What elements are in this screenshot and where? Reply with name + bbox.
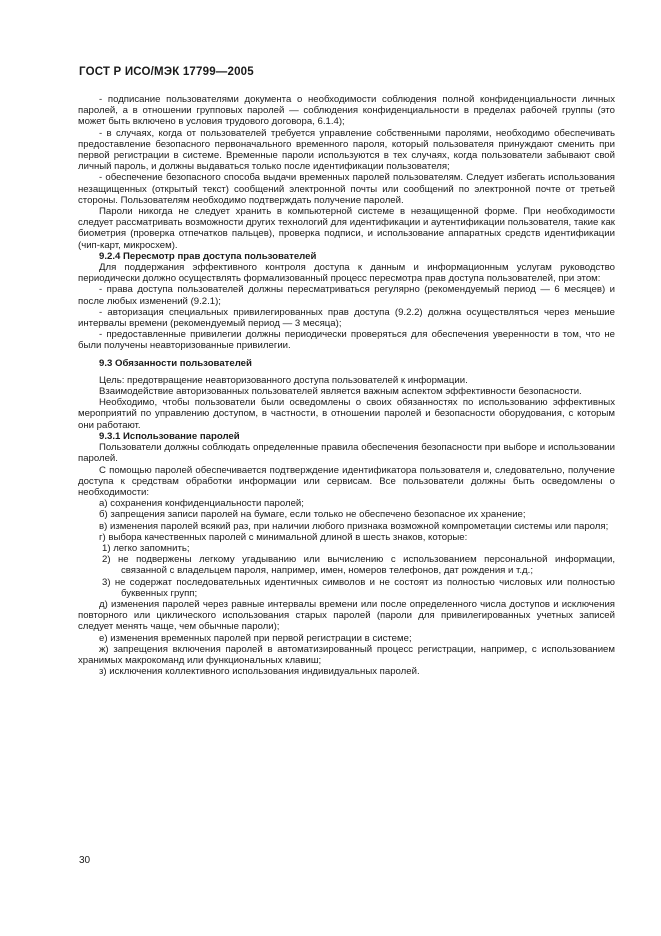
page-number: 30: [79, 855, 91, 866]
sub-list-item: 3) не содержат последовательных идентичных символов и не состоят из полностью числовых или полностью буквенных групп;: [102, 576, 615, 599]
paragraph: - авторизация специальных привилегированных прав доступа (9.2.2) должна осуществляться через меньшие интервалы времени (рекомендуемый период — 3 месяца);: [78, 306, 615, 330]
paragraph: Для поддержания эффективного контроля доступа к данным и информационным услугам руководство периодически должно осуществлять формализованный процесс пересмотра прав доступа пользователей, при этом:: [78, 262, 615, 285]
paragraph: - в случаях, когда от пользователей требуется управление собственными паролями, необходимо обеспечивать предоставление безопасного первоначального временного пароля, который пользователя принуждают сменить при первой регистрации в системе. Временные пароли используются в тех случаях, когда пользователи забывают свой личный пароль, и должны выдаваться только после идентификации пользователя;: [78, 127, 615, 173]
paragraph: Взаимодействие авторизованных пользователей является важным аспектом эффективности безопасности.: [99, 386, 582, 398]
sub-list-item: 1) легко запомнить;: [102, 542, 190, 554]
list-item: з) исключения коллективного использования индивидуальных паролей.: [99, 666, 420, 678]
list-item: а) сохранения конфиденциальности паролей;: [99, 498, 304, 510]
section-heading-9-3: 9.3 Обязанности пользователей: [99, 357, 252, 369]
document-header: ГОСТ Р ИСО/МЭК 17799—2005: [79, 66, 254, 78]
paragraph: Цель: предотвращение неавторизованного доступа пользователей к информации.: [99, 374, 468, 386]
list-item: г) выбора качественных паролей с минимальной длиной в шесть знаков, которые:: [99, 531, 468, 543]
list-item: д) изменения паролей через равные интервалы времени или после определенного числа доступов и исключения повторного или циклического использования старых паролей (пароли для привилегированных учетных записей следует менять чаще, чем обычные пароли);: [78, 598, 615, 633]
document-body: [78, 94, 615, 677]
section-heading-9-3-1: 9.3.1 Использование паролей: [99, 430, 240, 442]
paragraph: - предоставленные привилегии должны периодически проверяться для обеспечения уверенности в том, что не были получены неавторизованные привилегии.: [78, 329, 615, 352]
list-item: б) запрещения записи паролей на бумаге, если только не обеспечено безопасное их хранение;: [99, 509, 526, 521]
sub-list-item: 2) не подвержены легкому угадыванию или вычислению с использованием персональной информации, связанной с владельцем пароля, например, имен, номеров телефонов, дат рождения и т.д.;: [102, 554, 615, 577]
paragraph: Пароли никогда не следует хранить в компьютерной системе в незащищенной форме. При необходимости следует рассматривать возможности других технологий для идентификации и аутентификации пользователя, такие как биометрия (проверка отпечатков пальцев), проверка подписи, и использование аппаратных средств идентификации (чип-карт, микросхем).: [78, 206, 615, 251]
paragraph: - подписание пользователями документа о необходимости соблюдения полной конфиденциальности личных паролей, а в отношении групповых паролей — соблюдения конфиденциальности в пределах рабочей группы (это может быть включено в условия трудового договора, 6.1.4);: [78, 94, 615, 128]
list-item: в) изменения паролей всякий раз, при наличии любого признака возможной компрометации системы или пароля;: [99, 520, 609, 532]
paragraph: Необходимо, чтобы пользователи были осведомлены о своих обязанностях по использованию эффективных мероприятий по управлению доступом, в частности, в отношении паролей и безопасности оборудования, с которым они работают.: [78, 397, 615, 431]
section-heading-9-2-4: 9.2.4 Пересмотр прав доступа пользователей: [99, 250, 317, 262]
list-item: е) изменения временных паролей при первой регистрации в системе;: [99, 632, 412, 644]
paragraph: С помощью паролей обеспечивается подтверждение идентификатора пользователя и, следовательно, получение доступа к средствам обработки информации или сервисам. Все пользователи должны быть осведомлены о необходимости:: [78, 464, 615, 498]
list-item: ж) запрещения включения паролей в автоматизированный процесс регистрации, например, с использованием хранимых макрокоманд или функциональных клавиш;: [78, 643, 615, 666]
paragraph: - права доступа пользователей должны пересматриваться регулярно (рекомендуемый период — 6 месяцев) и после любых изменений (9.2.1);: [78, 284, 615, 307]
paragraph: - обеспечение безопасного способа выдачи временных паролей пользователям. Следует избегать использования незащищенных (открытый текст) сообщений электронной почты или сообщений по электронной почте от третьей стороны. Пользователям необходимо подтверждать получение паролей.: [78, 172, 615, 206]
paragraph: Пользователи должны соблюдать определенные правила обеспечения безопасности при выборе и использовании паролей.: [78, 442, 615, 465]
